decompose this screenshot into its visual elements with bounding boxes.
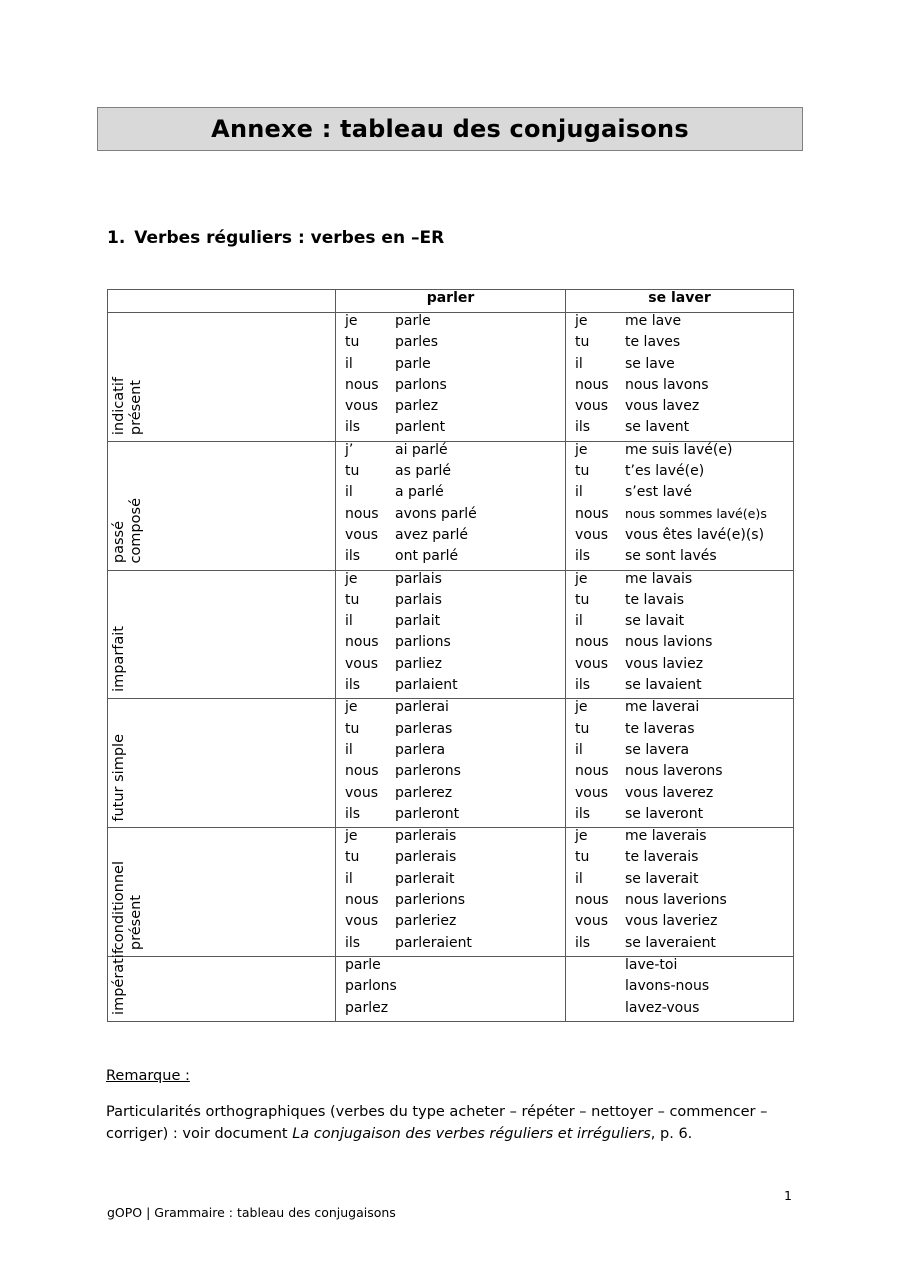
table-header [108,290,794,313]
conjugation-line [336,419,565,440]
conjugation-line [566,463,793,484]
pronoun: je [575,313,588,329]
conjugation-line [336,763,565,784]
pronoun: il [575,484,583,501]
verb-form: me lavais [625,570,693,587]
conjugation-line [336,463,565,484]
pronoun: ils [345,805,361,822]
conjugation-line [566,377,793,398]
verb-form: parlez [345,999,389,1016]
verb-form: nous sommes lavé(e)s [625,505,767,521]
verb-form: parlais [395,591,442,608]
conjugation-line [336,871,565,892]
conjugation-line [336,935,565,956]
pronoun: ils [345,934,361,951]
pronoun: il [575,870,583,887]
pronoun: tu [345,334,360,351]
conjugation-cell-laver [566,956,794,1021]
pronoun: nous [575,892,609,909]
verb-form: t’es lavé(e) [625,463,705,480]
pronoun: ils [345,419,361,436]
verb-form: ont parlé [395,548,459,565]
conjugation-line [566,419,793,440]
tense-label-line: impératif [111,948,127,1015]
verb-form: a parlé [395,484,444,501]
table-row [108,441,794,570]
tense-label [108,498,335,564]
table-body [108,313,794,1022]
conjugation-line [566,828,793,849]
pronoun: ils [575,677,591,694]
tense-label-cell [108,570,336,699]
conjugation-line [566,978,793,999]
verb-form: nous laverons [625,763,723,780]
verb-form: parlez [395,398,439,415]
tense-label-cell [108,699,336,828]
verb-form: parlerons [395,763,461,780]
pronoun: nous [575,634,609,651]
verb-form: s’est lavé [625,484,692,501]
conjugation-line [336,356,565,377]
conjugation-line [566,442,793,463]
pronoun: je [575,570,588,587]
verb-form: as parlé [395,463,452,480]
pronoun: vous [575,784,609,801]
conjugation-table [107,289,794,1022]
conjugation-line [336,742,565,763]
conjugation-line [566,313,793,334]
conjugation-line [336,957,565,978]
conjugation-line [566,356,793,377]
pronoun: il [345,870,353,887]
verb-form: parlions [395,634,451,651]
pronoun: vous [345,913,379,930]
tense-label-line: conditionnel [111,860,127,950]
tense-label-cell [108,313,336,442]
pronoun: il [575,741,583,758]
remarque-text-before: Particularités orthographiques (verbes du type acheter – répéter – nettoyer – commencer – corriger) : voir document [106,1104,768,1143]
table-row [108,956,794,1021]
conjugation-cell-parler [336,313,566,442]
pronoun: nous [575,763,609,780]
conjugation-cell-laver [566,570,794,699]
conjugation-line [566,527,793,548]
conjugation-line [336,913,565,934]
verb-form: parleraient [395,934,472,951]
verb-form: te laves [625,334,681,351]
verb-form: se laverait [625,870,699,887]
conjugation-line [566,849,793,870]
remarque-title: Remarque : [106,1068,190,1084]
verb-form: me lave [625,313,682,329]
conjugation-line [566,699,793,720]
pronoun: je [575,828,588,845]
verb-form: vous laveriez [625,913,718,930]
conjugation-line [566,763,793,784]
verb-form: parliez [395,655,442,672]
conjugation-line [336,442,565,463]
conjugation-line [336,592,565,613]
verb-form: se lavera [625,741,690,758]
section-number: 1. [107,228,126,248]
pronoun: ils [345,548,361,565]
pronoun: j’ [345,441,354,458]
conjugation-cell-laver [566,699,794,828]
pronoun: vous [345,398,379,415]
pronoun: je [345,699,358,716]
pronoun: nous [345,763,379,780]
tense-label-cell [108,828,336,957]
verb-form: se laveront [625,805,704,822]
pronoun: ils [345,677,361,694]
tense-label-line: futur simple [111,733,127,822]
verb-form: parlerez [395,784,453,801]
tense-label-line: présent [128,894,145,950]
verb-form: te lavais [625,591,685,608]
pronoun: vous [575,913,609,930]
conjugation-cell-parler [336,956,566,1021]
verb-form: parlerais [395,849,457,866]
verb-form: nous lavons [625,376,709,393]
conjugation-line [566,656,793,677]
conjugation-line [336,1000,565,1021]
pronoun: ils [575,419,591,436]
conjugation-cell-laver [566,441,794,570]
verb-form: se lavait [625,613,685,630]
verb-form: parlerait [395,870,455,887]
verb-form: parleras [395,720,453,737]
pronoun: il [345,484,353,501]
conjugation-line [336,571,565,592]
conjugation-line [566,506,793,527]
pronoun: tu [345,720,360,737]
tense-label-line: présent [128,379,145,435]
pronoun: tu [575,463,590,480]
verb-form: vous êtes lavé(e)(s) [625,526,765,543]
conjugation-line [566,334,793,355]
pronoun: nous [345,892,379,909]
conjugation-line [336,699,565,720]
verb-form: parlerai [395,699,449,716]
conjugation-line [566,677,793,698]
conjugation-cell-parler [336,828,566,957]
conjugation-line [336,785,565,806]
verb-form: se lavent [625,419,690,436]
tense-label [108,377,335,435]
conjugation-line [566,613,793,634]
pronoun: je [345,828,358,845]
conjugation-cell-laver [566,828,794,957]
pronoun: vous [575,655,609,672]
pronoun: tu [575,334,590,351]
pronoun: je [575,699,588,716]
conjugation-cell-parler [336,699,566,828]
pronoun: il [345,613,353,630]
conjugation-cell-parler [336,570,566,699]
verb-form: parlent [395,419,446,436]
pronoun: il [345,741,353,758]
conjugation-line [336,398,565,419]
table-row [108,699,794,828]
table-row [108,828,794,957]
conjugation-line [566,571,793,592]
section-heading [107,228,444,248]
pronoun: ils [575,934,591,951]
pronoun: nous [345,505,379,522]
verb-form: parlerais [395,828,457,845]
tense-label-cell [108,948,336,1021]
conjugation-line [336,484,565,505]
verb-form: parleriez [395,913,457,930]
pronoun: ils [575,548,591,565]
verb-form: se lavaient [625,677,702,694]
conjugation-line [336,548,565,569]
header-cell-se-laver: se laver [566,290,794,313]
pronoun: tu [345,591,360,608]
conjugation-cell-laver [566,313,794,442]
document-title-banner [97,107,803,151]
pronoun: il [575,613,583,630]
pronoun: ils [575,805,591,822]
header-cell-empty [108,290,336,313]
verb-form: parle [395,355,431,372]
pronoun: nous [345,376,379,393]
conjugation-line [336,334,565,355]
conjugation-line [336,677,565,698]
section-title: Verbes réguliers : verbes en –ER [134,228,445,248]
tense-label-line: indicatif [111,376,127,435]
verb-form: lavez-vous [625,999,700,1016]
conjugation-line [566,935,793,956]
conjugation-line [336,656,565,677]
pronoun: tu [575,849,590,866]
verb-form: lave-toi [625,956,678,973]
tense-label [108,626,335,692]
pronoun: tu [345,849,360,866]
verb-form: avons parlé [395,505,477,522]
remarque-block [106,1068,806,1146]
tense-label-line: passé [111,521,127,564]
pronoun: je [345,313,358,329]
remarque-italic-title: La conjugaison des verbes réguliers et irréguliers [292,1126,651,1143]
table-header-row [108,290,794,313]
verb-form: se sont lavés [625,548,717,565]
conjugation-line [336,828,565,849]
conjugation-line [566,634,793,655]
remarque-text [106,1101,806,1146]
verb-form: parleront [395,805,460,822]
tense-label-cell [108,441,336,570]
verb-form: me suis lavé(e) [625,441,733,458]
conjugation-line [336,721,565,742]
pronoun: je [575,441,588,458]
header-cell-parler: parler [336,290,566,313]
conjugation-line [566,721,793,742]
conjugation-line [566,892,793,913]
pronoun: tu [345,463,360,480]
conjugation-line [336,613,565,634]
conjugation-line [336,849,565,870]
conjugation-line [336,978,565,999]
tense-label [108,734,335,822]
verb-form: parlera [395,741,446,758]
verb-form: vous lavez [625,398,700,415]
tense-label [108,861,335,950]
conjugation-line [336,892,565,913]
conjugation-line [336,313,565,334]
verb-form: te laverais [625,849,699,866]
conjugation-line [566,398,793,419]
pronoun: nous [575,376,609,393]
pronoun: vous [345,655,379,672]
pronoun: il [345,355,353,372]
tense-label-line: composé [128,498,145,564]
table-row [108,570,794,699]
conjugation-line [566,913,793,934]
verb-form: parlons [345,978,397,995]
verb-form: ai parlé [395,441,448,458]
verb-form: nous lavions [625,634,713,651]
verb-form: te laveras [625,720,695,737]
tense-label [108,949,335,1015]
verb-form: avez parlé [395,526,469,543]
conjugation-line [336,634,565,655]
pronoun: tu [575,720,590,737]
verb-form: me laverai [625,699,700,716]
page-title: Annexe : tableau des conjugaisons [211,115,689,143]
verb-form: se laveraient [625,934,716,951]
pronoun: il [575,355,583,372]
footer-text: gOPO | Grammaire : tableau des conjugaisons [107,1205,396,1220]
verb-form: parles [395,334,439,351]
verb-form: parlais [395,570,442,587]
pronoun: vous [575,398,609,415]
table-row [108,313,794,442]
conjugation-line [566,548,793,569]
conjugation-line [566,1000,793,1021]
verb-form: parlons [395,376,447,393]
verb-form: me laverais [625,828,707,845]
verb-form: parle [395,313,431,329]
conjugation-line [336,506,565,527]
pronoun: nous [345,634,379,651]
conjugation-line [336,527,565,548]
pronoun: tu [575,591,590,608]
conjugation-line [566,742,793,763]
conjugation-line [566,806,793,827]
verb-form: parlerions [395,892,466,909]
verb-form: parlaient [395,677,458,694]
conjugation-line [566,871,793,892]
conjugation-line [566,484,793,505]
verb-form: vous laviez [625,655,704,672]
pronoun: je [345,570,358,587]
page-number: 1 [784,1188,792,1203]
pronoun: vous [345,784,379,801]
verb-form: parle [345,956,381,973]
conjugation-cell-parler [336,441,566,570]
conjugation-line [566,957,793,978]
conjugation-line [336,377,565,398]
conjugation-line [566,785,793,806]
verb-form: nous laverions [625,892,727,909]
conjugation-line [566,592,793,613]
verb-form: se lave [625,355,675,372]
conjugation-line [336,806,565,827]
tense-label-line: imparfait [111,626,127,693]
verb-form: lavons-nous [625,978,710,995]
remarque-text-after: , p. 6. [650,1126,693,1143]
pronoun: nous [575,505,609,522]
verb-form: parlait [395,613,441,630]
verb-form: vous laverez [625,784,714,801]
pronoun: vous [345,526,379,543]
pronoun: vous [575,526,609,543]
